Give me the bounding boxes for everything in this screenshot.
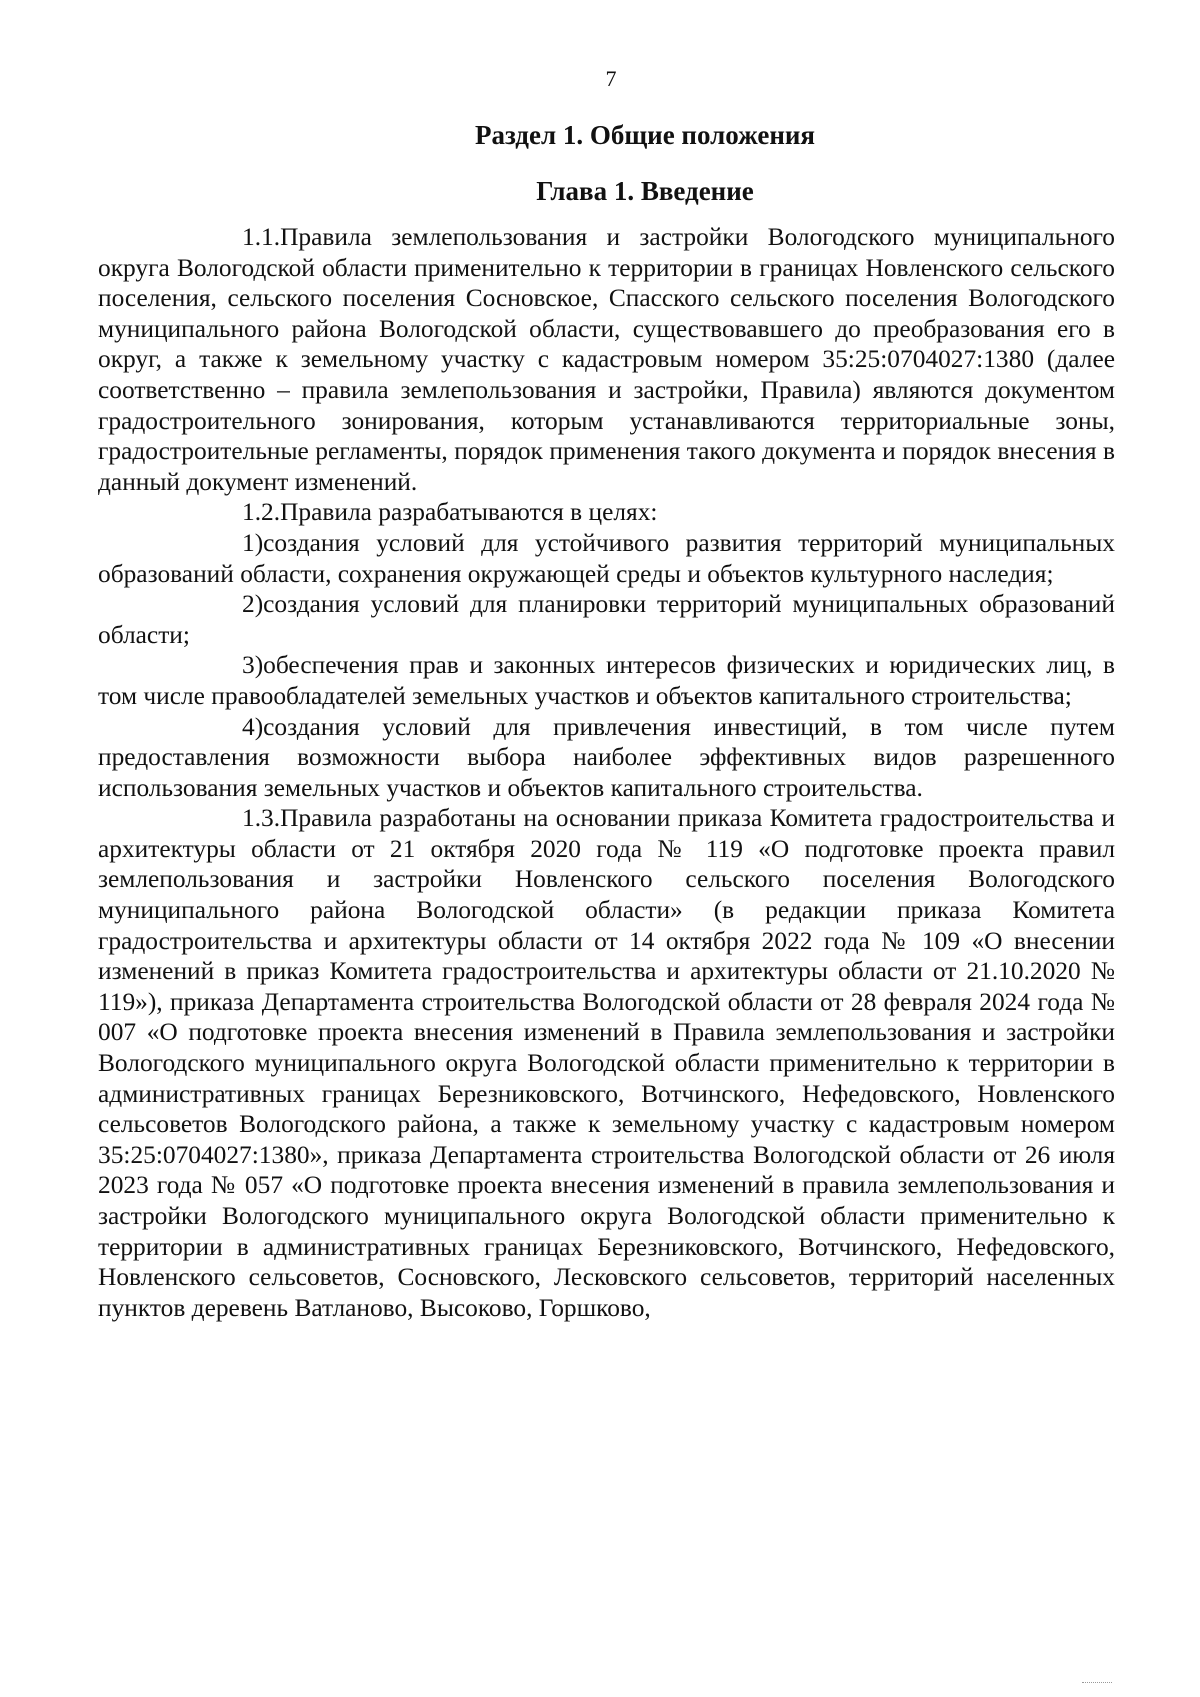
paragraph-1-3 [98,803,1115,1323]
list-item-text: обеспечения прав и законных интересов физических и юридических лиц, в том числе правообладателей земельных участков и объектов капитального строительства; [98,651,1115,710]
list-item-2 [98,589,1115,650]
list-item-number: 4) [242,712,264,741]
list-item-number: 2) [242,590,264,619]
list-item-number: 3) [242,651,264,680]
paragraph-1-2 [98,497,1115,528]
document-body [98,222,1115,1323]
chapter-title: Глава 1. Введение [536,176,754,206]
paragraph-number: 1.3. [242,804,281,833]
paragraph-number: 1.2. [242,498,281,527]
list-item-3 [98,650,1115,711]
list-item-4 [98,712,1115,804]
list-item-text: создания условий для планировки территорий муниципальных образований области; [98,590,1115,649]
paragraph-text: Правила землепользования и застройки Вологодского муниципального округа Вологодской области применительно к территории в границах Новленского сельского поселения, сельского поселения Сосновское, Спасского сельского поселения Вологодского муниципального района Вологодской области, существовавшего до преобразования его в округ, а также к земельному участку с кадастровым номером 35:25:0704027:1380 (далее соответственно – правила землепользования и застройки, Правила) являются документом градостроительного зонирования, которым устанавливаются территориальные зоны, градостроительные регламенты, порядок применения такого документа и порядок внесения в данный документ изменений. [98,223,1115,496]
list-item-1 [98,528,1115,589]
list-item-text: создания условий для устойчивого развития территорий муниципальных образований области, сохранения окружающей среды и объектов культурного наследия; [98,528,1115,588]
section-title: Раздел 1. Общие положения [474,120,816,150]
page-number: 7 [605,66,617,91]
list-item-text: создания условий для привлечения инвестиций, в том числе путем предоставления возможности выбора наиболее эффективных видов разрешенного использования земельных участков и объектов капитального строительства. [98,712,1115,802]
list-item-number: 1) [242,528,264,557]
paragraph-text: Правила разработаны на основании приказа Комитета градостроительства и архитектуры области от 21 октября 2020 года № 119 «О подготовке проекта правил землепользования и застройки Новленского сельского поселения Вологодского муниципального района Вологодской области» (в редакции приказа Комитета градостроительства и архитектуры области от 14 октября 2022 года № 109 «О внесении изменений в приказ Комитета градостроительства и архитектуры области от 21.10.2020 № 119»), приказа Департамента строительства Вологодской области от 28 февраля 2024 года № 007 «О подготовке проекта внесения изменений в Правила землепользования и застройки Вологодского муниципального округа Вологодской области применительно к территории в административных границах Березниковского, Вотчинского, Нефедовского, Новленского сельсоветов Вологодского района, а также к земельному участку с кадастровым номером 35:25:0704027:1380», приказа Департамента строительства Вологодской области от 26 июля 2023 года № 057 «О подготовке проекта внесения изменений в правила землепользования и застройки Вологодского муниципального округа Вологодской области применительно к территории в административных границах Березниковского, Вотчинского, Нефедовского, Новленского сельсоветов, Сосновского, Лесковского сельсоветов, территорий населенных пунктов деревень Ватланово, Высоково, Горшково, [98,804,1115,1322]
paragraph-text: Правила разрабатываются в целях: [280,498,658,527]
scan-artifact [1082,1682,1112,1686]
paragraph-number: 1.1. [242,223,281,251]
paragraph-1-1 [98,222,1115,497]
